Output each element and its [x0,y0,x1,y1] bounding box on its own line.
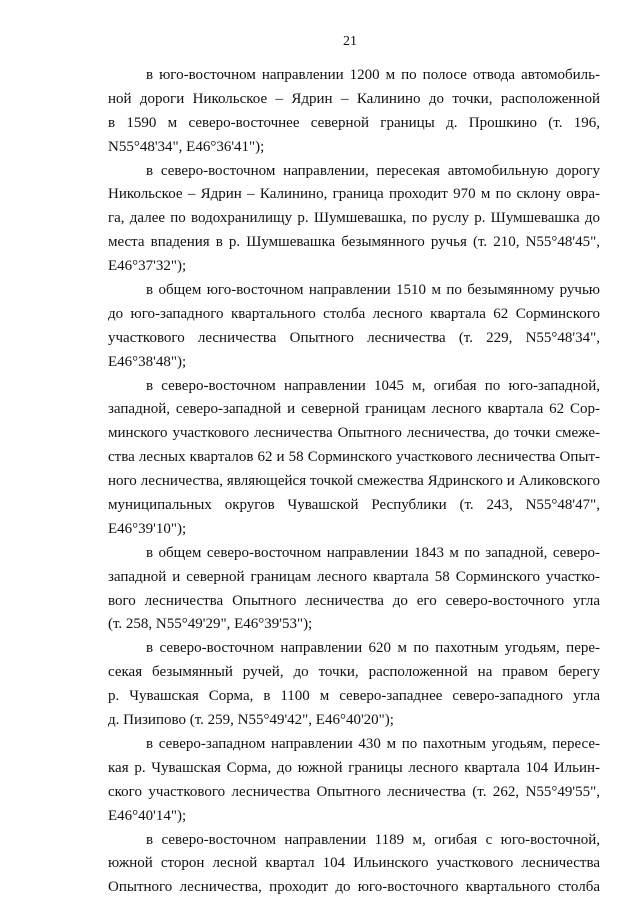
text-line: секая безымянный ручей, до точки, расположенной на правом берегу [108,664,600,681]
text-line: в северо-западном направлении 430 м по пахотным угодьям, пересе- [146,735,600,752]
text-line: в северо-восточном направлении, пересекая автомобильную дорогу [146,162,600,179]
text-line: в северо-восточном направлении 1189 м, огибая с юго-восточной, [146,831,600,848]
text-line: Никольское – Ядрин – Калинино, граница проходит 970 м по склону овра- [108,186,600,203]
text-line: кая р. Чувашская Сорма, до южной границы лесного квартала 104 Ильин- [108,759,600,776]
text-line: (т. 258, N55°49'29", E46°39'53"); [108,616,313,633]
text-line: южной сторон лесной квартал 104 Ильинского участкового лесничества [108,855,600,872]
page-number: 21 [343,34,357,49]
text-line: в общем юго-восточном направлении 1510 м по безымянному ручью [146,282,600,299]
text-line: места впадения в р. Шумшевашка безымянного ручья (т. 210, N55°48'45", [108,234,600,251]
text-line: га, далее по водохранилищу р. Шумшевашка, по руслу р. Шумшевашка до [108,210,600,227]
text-line: западной и северной границам лесного квартала 58 Сорминского участко- [108,568,600,585]
text-line: р. Чувашская Сорма, в 1100 м северо-западнее северо-западного угла [108,688,600,705]
text-line: ского участкового лесничества Опытного лесничества (т. 262, N55°49'55", [108,783,600,800]
text-line: минского участкового лесничества Опытного лесничества, до точки смеже- [108,425,600,442]
text-line: Опытного лесничества, проходит до юго-восточного квартального столба [108,879,600,896]
text-line: E46°40'14"); [108,807,187,824]
text-line: в общем северо-восточном направлении 1843 м по западной, северо- [146,544,600,561]
text-line: N55°48'34", E46°36'41"); [108,138,265,155]
text-line: муниципальных округов Чувашской Республики (т. 243, N55°48'47", [108,497,600,514]
text-line: в северо-восточном направлении 620 м по пахотным угодьям, пере- [146,640,600,657]
text-line: E46°38'48"); [108,353,187,370]
text-line: д. Пизипово (т. 259, N55°49'42", E46°40'20"); [108,712,394,729]
text-line: в северо-восточном направлении 1045 м, огибая по юго-западной, [146,377,600,394]
text-line: в 1590 м северо-восточнее северной границы д. Прошкино (т. 196, [108,114,600,131]
text-line: ного лесничества, являющейся точкой смежества Ядринского и Аликовского [108,473,600,490]
text-line: E46°37'32"); [108,258,187,275]
text-line: западной, северо-западной и северной границам лесного квартала 62 Сор- [108,401,600,418]
text-line: вого лесничества Опытного лесничества до его северо-восточного угла [108,592,600,609]
text-line: E46°39'10"); [108,520,187,537]
text-line: участкового лесничества Опытного лесничества (т. 229, N55°48'34", [108,329,600,346]
body-text [108,64,600,900]
text-line: ной дороги Никольское – Ядрин – Калинино до точки, расположенной [108,90,600,107]
text-line: в юго-восточном направлении 1200 м по полосе отвода автомобиль- [146,67,600,83]
text-line: ства лесных кварталов 62 и 58 Сорминского участкового лесничества Опыт- [108,449,600,466]
text-line: до юго-западного квартального столба лесного квартала 62 Сорминского [108,305,600,322]
